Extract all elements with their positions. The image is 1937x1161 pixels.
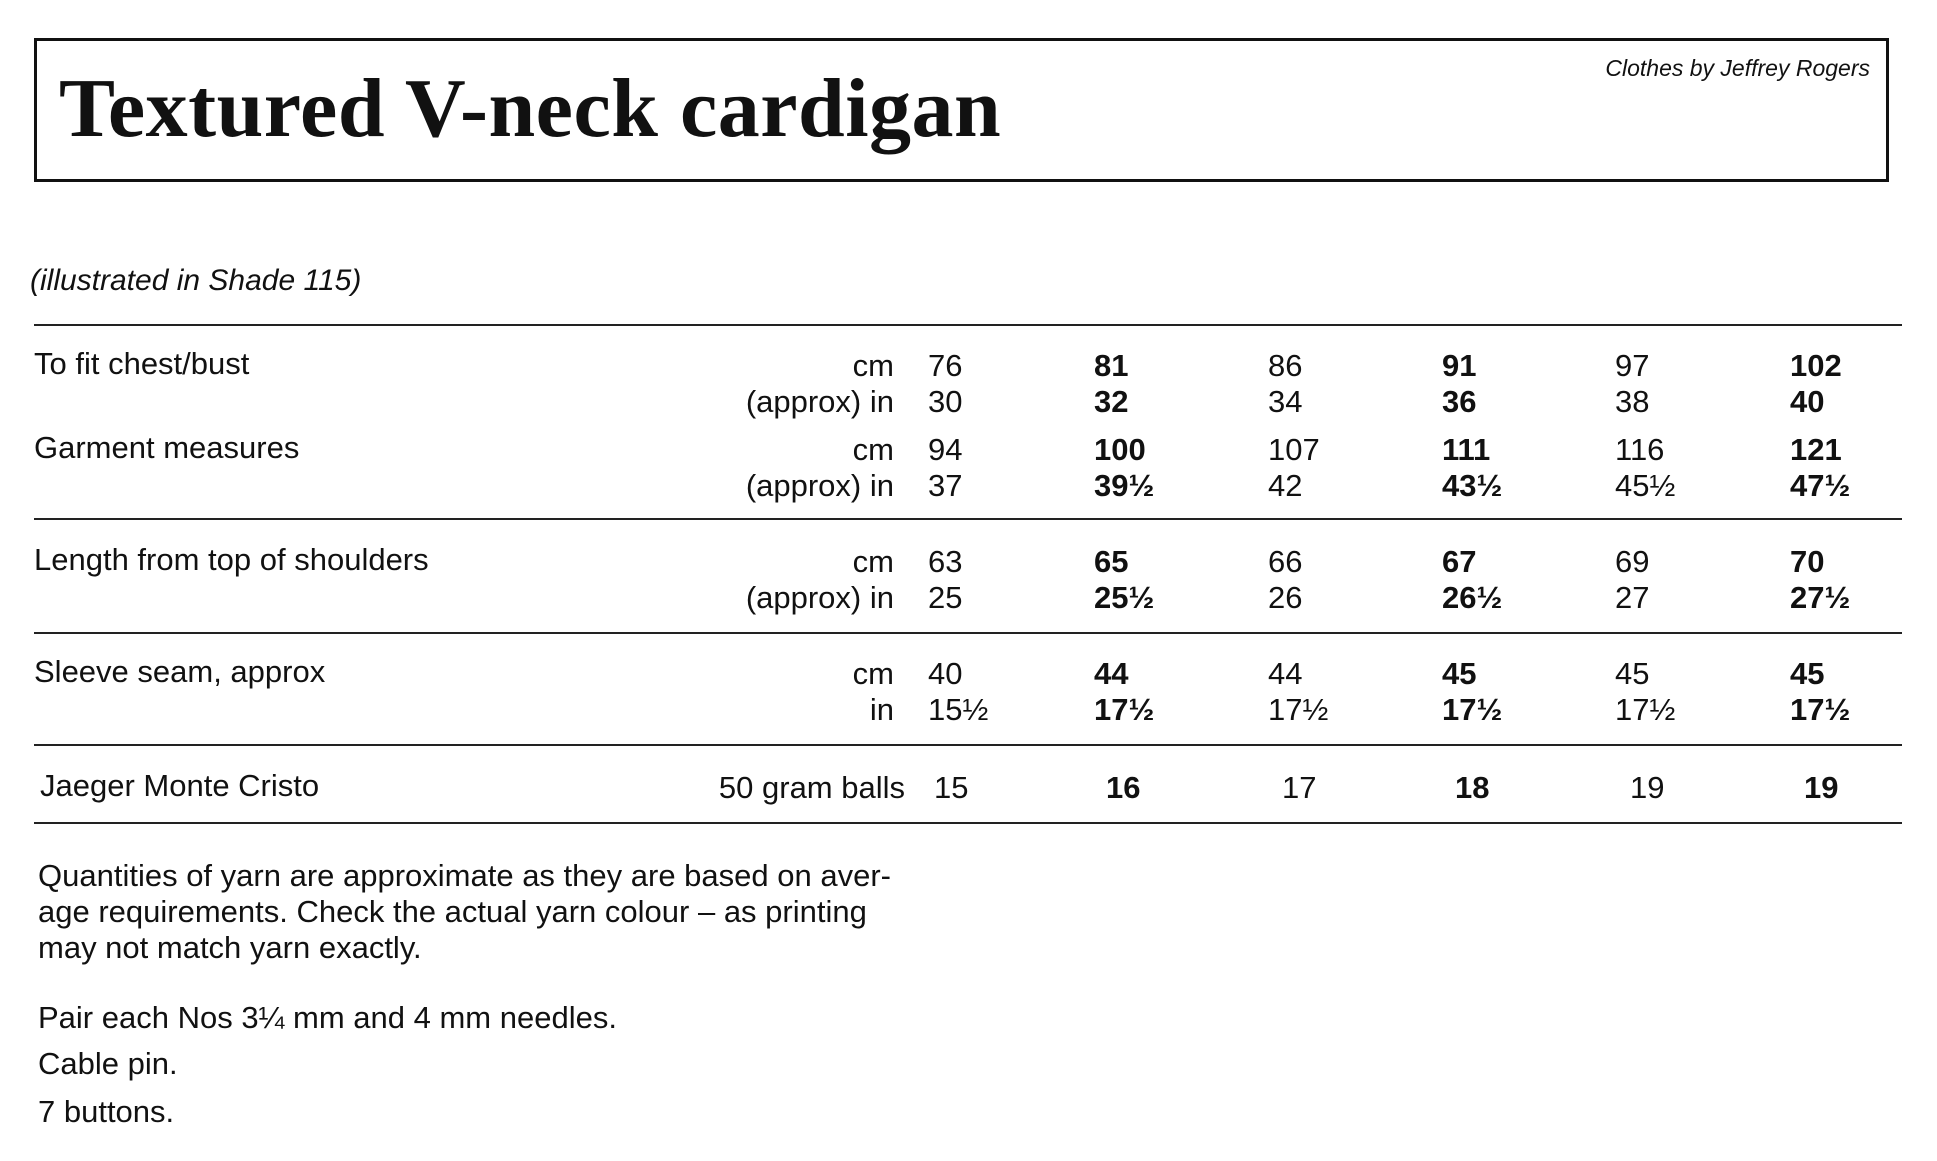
value-cell: 38: [1615, 384, 1650, 419]
unit-in: (approx) in: [745, 384, 894, 419]
value-cell: 17: [1282, 770, 1317, 805]
unit-balls: 50 gram balls: [718, 770, 905, 805]
unit-in: in: [869, 692, 894, 727]
value-cell: 86: [1268, 348, 1303, 383]
value-cell: 97: [1615, 348, 1650, 383]
value-cell: 17½: [1790, 692, 1851, 727]
value-cell: 40: [1790, 384, 1825, 419]
value-cell: 81: [1094, 348, 1129, 383]
garment-in-row: [0, 468, 1937, 504]
note-line: age requirements. Check the actual yarn colour – as printing: [38, 894, 867, 929]
note-line: Quantities of yarn are approximate as they are based on aver-: [38, 858, 891, 893]
divider: [34, 822, 1902, 824]
shade-note: (illustrated in Shade 115): [30, 264, 362, 297]
value-cell: 17½: [1442, 692, 1503, 727]
value-cell: 36: [1442, 384, 1477, 419]
value-cell: 65: [1094, 544, 1129, 579]
yarn-label: Jaeger Monte Cristo: [40, 768, 320, 803]
value-cell: 15: [934, 770, 969, 805]
unit-in: (approx) in: [745, 580, 894, 615]
value-cell: 19: [1630, 770, 1665, 805]
value-cell: 63: [928, 544, 963, 579]
value-cell: 30: [928, 384, 963, 419]
value-cell: 44: [1268, 656, 1303, 691]
yarn-note: [38, 858, 958, 966]
length-cm-row: [0, 544, 1937, 580]
chest-label: To fit chest/bust: [34, 346, 250, 381]
value-cell: 76: [928, 348, 963, 383]
value-cell: 44: [1094, 656, 1129, 691]
value-cell: 47½: [1790, 468, 1851, 503]
note-line: may not match yarn exactly.: [38, 930, 422, 965]
divider: [34, 324, 1902, 326]
value-cell: 121: [1790, 432, 1842, 467]
value-cell: 45: [1442, 656, 1477, 691]
divider: [34, 518, 1902, 520]
length-label: Length from top of shoulders: [34, 542, 429, 577]
value-cell: 19: [1804, 770, 1839, 805]
value-cell: 34: [1268, 384, 1303, 419]
yarn-row: [0, 770, 1937, 806]
unit-cm: cm: [852, 348, 894, 383]
value-cell: 40: [928, 656, 963, 691]
value-cell: 15½: [928, 692, 989, 727]
value-cell: 66: [1268, 544, 1303, 579]
value-cell: 67: [1442, 544, 1477, 579]
value-cell: 45½: [1615, 468, 1676, 503]
value-cell: 107: [1268, 432, 1320, 467]
value-cell: 16: [1106, 770, 1141, 805]
value-cell: 37: [928, 468, 963, 503]
buttons-requirement: 7 buttons.: [38, 1094, 175, 1129]
page-title: Textured V-neck cardigan: [59, 62, 1002, 155]
value-cell: 102: [1790, 348, 1842, 383]
cable-pin-requirement: Cable pin.: [38, 1046, 178, 1081]
value-cell: 17½: [1268, 692, 1329, 727]
value-cell: 69: [1615, 544, 1650, 579]
value-cell: 116: [1615, 432, 1665, 467]
value-cell: 26: [1268, 580, 1303, 615]
value-cell: 25: [928, 580, 963, 615]
value-cell: 45: [1790, 656, 1825, 691]
garment-cm-row: [0, 432, 1937, 468]
value-cell: 18: [1455, 770, 1490, 805]
value-cell: 27: [1615, 580, 1650, 615]
value-cell: 17½: [1615, 692, 1676, 727]
credit-text: Clothes by Jeffrey Rogers: [1605, 55, 1870, 81]
value-cell: 70: [1790, 544, 1825, 579]
sleeve-in-row: [0, 692, 1937, 728]
length-in-row: [0, 580, 1937, 616]
sleeve-cm-row: [0, 656, 1937, 692]
value-cell: 94: [928, 432, 963, 467]
value-cell: 39½: [1094, 468, 1155, 503]
unit-cm: cm: [852, 432, 894, 467]
value-cell: 111: [1442, 432, 1491, 467]
value-cell: 42: [1268, 468, 1303, 503]
garment-label: Garment measures: [34, 430, 300, 465]
value-cell: 32: [1094, 384, 1129, 419]
title-box: [34, 38, 1889, 182]
chest-cm-row: [0, 348, 1937, 384]
unit-cm: cm: [852, 656, 894, 691]
needles-requirement: Pair each Nos 3¼ mm and 4 mm needles.: [38, 1000, 617, 1035]
divider: [34, 744, 1902, 746]
chest-in-row: [0, 384, 1937, 420]
value-cell: 91: [1442, 348, 1477, 383]
value-cell: 26½: [1442, 580, 1503, 615]
value-cell: 45: [1615, 656, 1650, 691]
sleeve-label: Sleeve seam, approx: [34, 654, 326, 689]
value-cell: 43½: [1442, 468, 1503, 503]
value-cell: 27½: [1790, 580, 1851, 615]
unit-in: (approx) in: [745, 468, 894, 503]
unit-cm: cm: [852, 544, 894, 579]
divider: [34, 632, 1902, 634]
value-cell: 25½: [1094, 580, 1155, 615]
value-cell: 100: [1094, 432, 1146, 467]
value-cell: 17½: [1094, 692, 1155, 727]
